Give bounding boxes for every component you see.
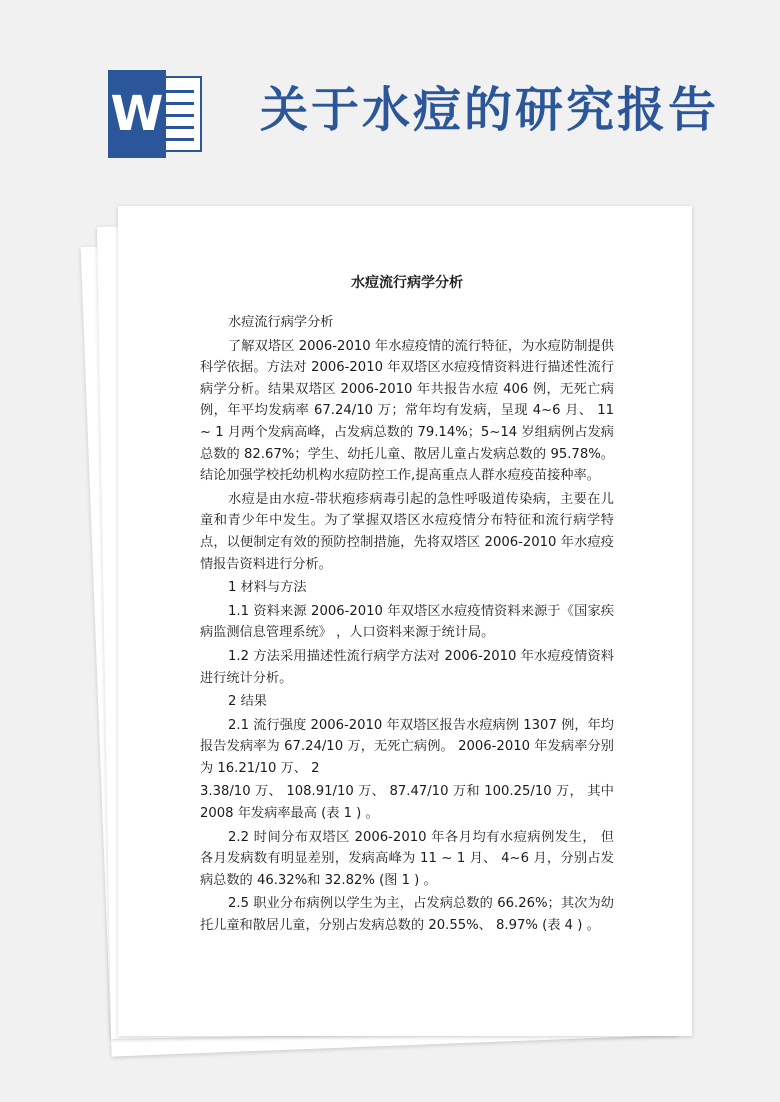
word-logo-letter: W (110, 86, 164, 142)
paragraph: 了解双塔区 2006-2010 年水痘疫情的流行特征，为水痘防制提供科学依据。方法对 2006-2010 年双塔区水痘疫情资料进行描述性流行病学分析。结果双塔区 2006-2010 年共报告水痘 406 例，无死亡病例，年平均发病率 67.24/10 万；常年均有发病，呈现 4~6 月、 11 ~ 1 月两个发病高峰，占发病总数的 79.14%；5~14 岁组病例占发病总数的 82.67%；学生、幼托儿童、散居儿童占发病总数的 95.78%。结论加强学校托幼机构水痘防控工作,提高重点人群水痘疫苗接种率。 (200, 338, 614, 484)
paragraph: 水痘流行病学分析 (228, 315, 334, 330)
paragraph: 1.2 方法采用描述性流行病学方法对 2006-2010 年水痘疫情资料进行统计分析。 (200, 648, 614, 686)
document-content (200, 268, 614, 939)
paragraph: 2.5 职业分布病例以学生为主，占发病总数的 66.26%；其次为幼托儿童和散居儿童，分别占发病总数的 20.55%、 8.97% (表 4 ) 。 (200, 896, 614, 934)
banner-title: 关于水痘的研究报告 (260, 82, 720, 138)
section-heading: 2 结果 (228, 694, 267, 710)
word-document-icon (108, 66, 206, 162)
paragraph: 2.2 时间分布双塔区 2006-2010 年各月均有水痘病例发生， 但各月发病数有明显差别，发病高峰为 11 ~ 1 月、 4~6 月，分别占发病总数的 46.32%和 32.82% (图 1 ) 。 (200, 829, 614, 888)
paragraph: 2.1 流行强度 2006-2010 年双塔区报告水痘病例 1307 例，年均报告发病率为 67.24/10 万，无死亡病例。 2006-2010 年发病率分别为 16.21/10 万、 2 (200, 717, 614, 776)
banner (0, 0, 780, 200)
paragraph: 3.38/10 万、 108.91/10 万、 87.47/10 万和 100.25/10 万， 其中 2008 年发病率最高 (表 1 ) 。 (200, 784, 614, 822)
document-title: 水痘流行病学分析 (351, 275, 463, 291)
paragraph: 1.1 资料来源 2006-2010 年双塔区水痘疫情资料来源于《国家疾病监测信息管理系统》 ，人口资料来源于统计局。 (200, 603, 614, 641)
section-heading: 1 材料与方法 (228, 580, 307, 596)
paragraph: 水痘是由水痘-带状疱疹病毒引起的急性呼吸道传染病，主要在儿童和青少年中发生。为了掌握双塔区水痘疫情分布特征和流行病学特点，以便制定有效的预防控制措施，先将双塔区 2006-2010 年水痘疫情报告资料进行分析。 (200, 491, 614, 572)
